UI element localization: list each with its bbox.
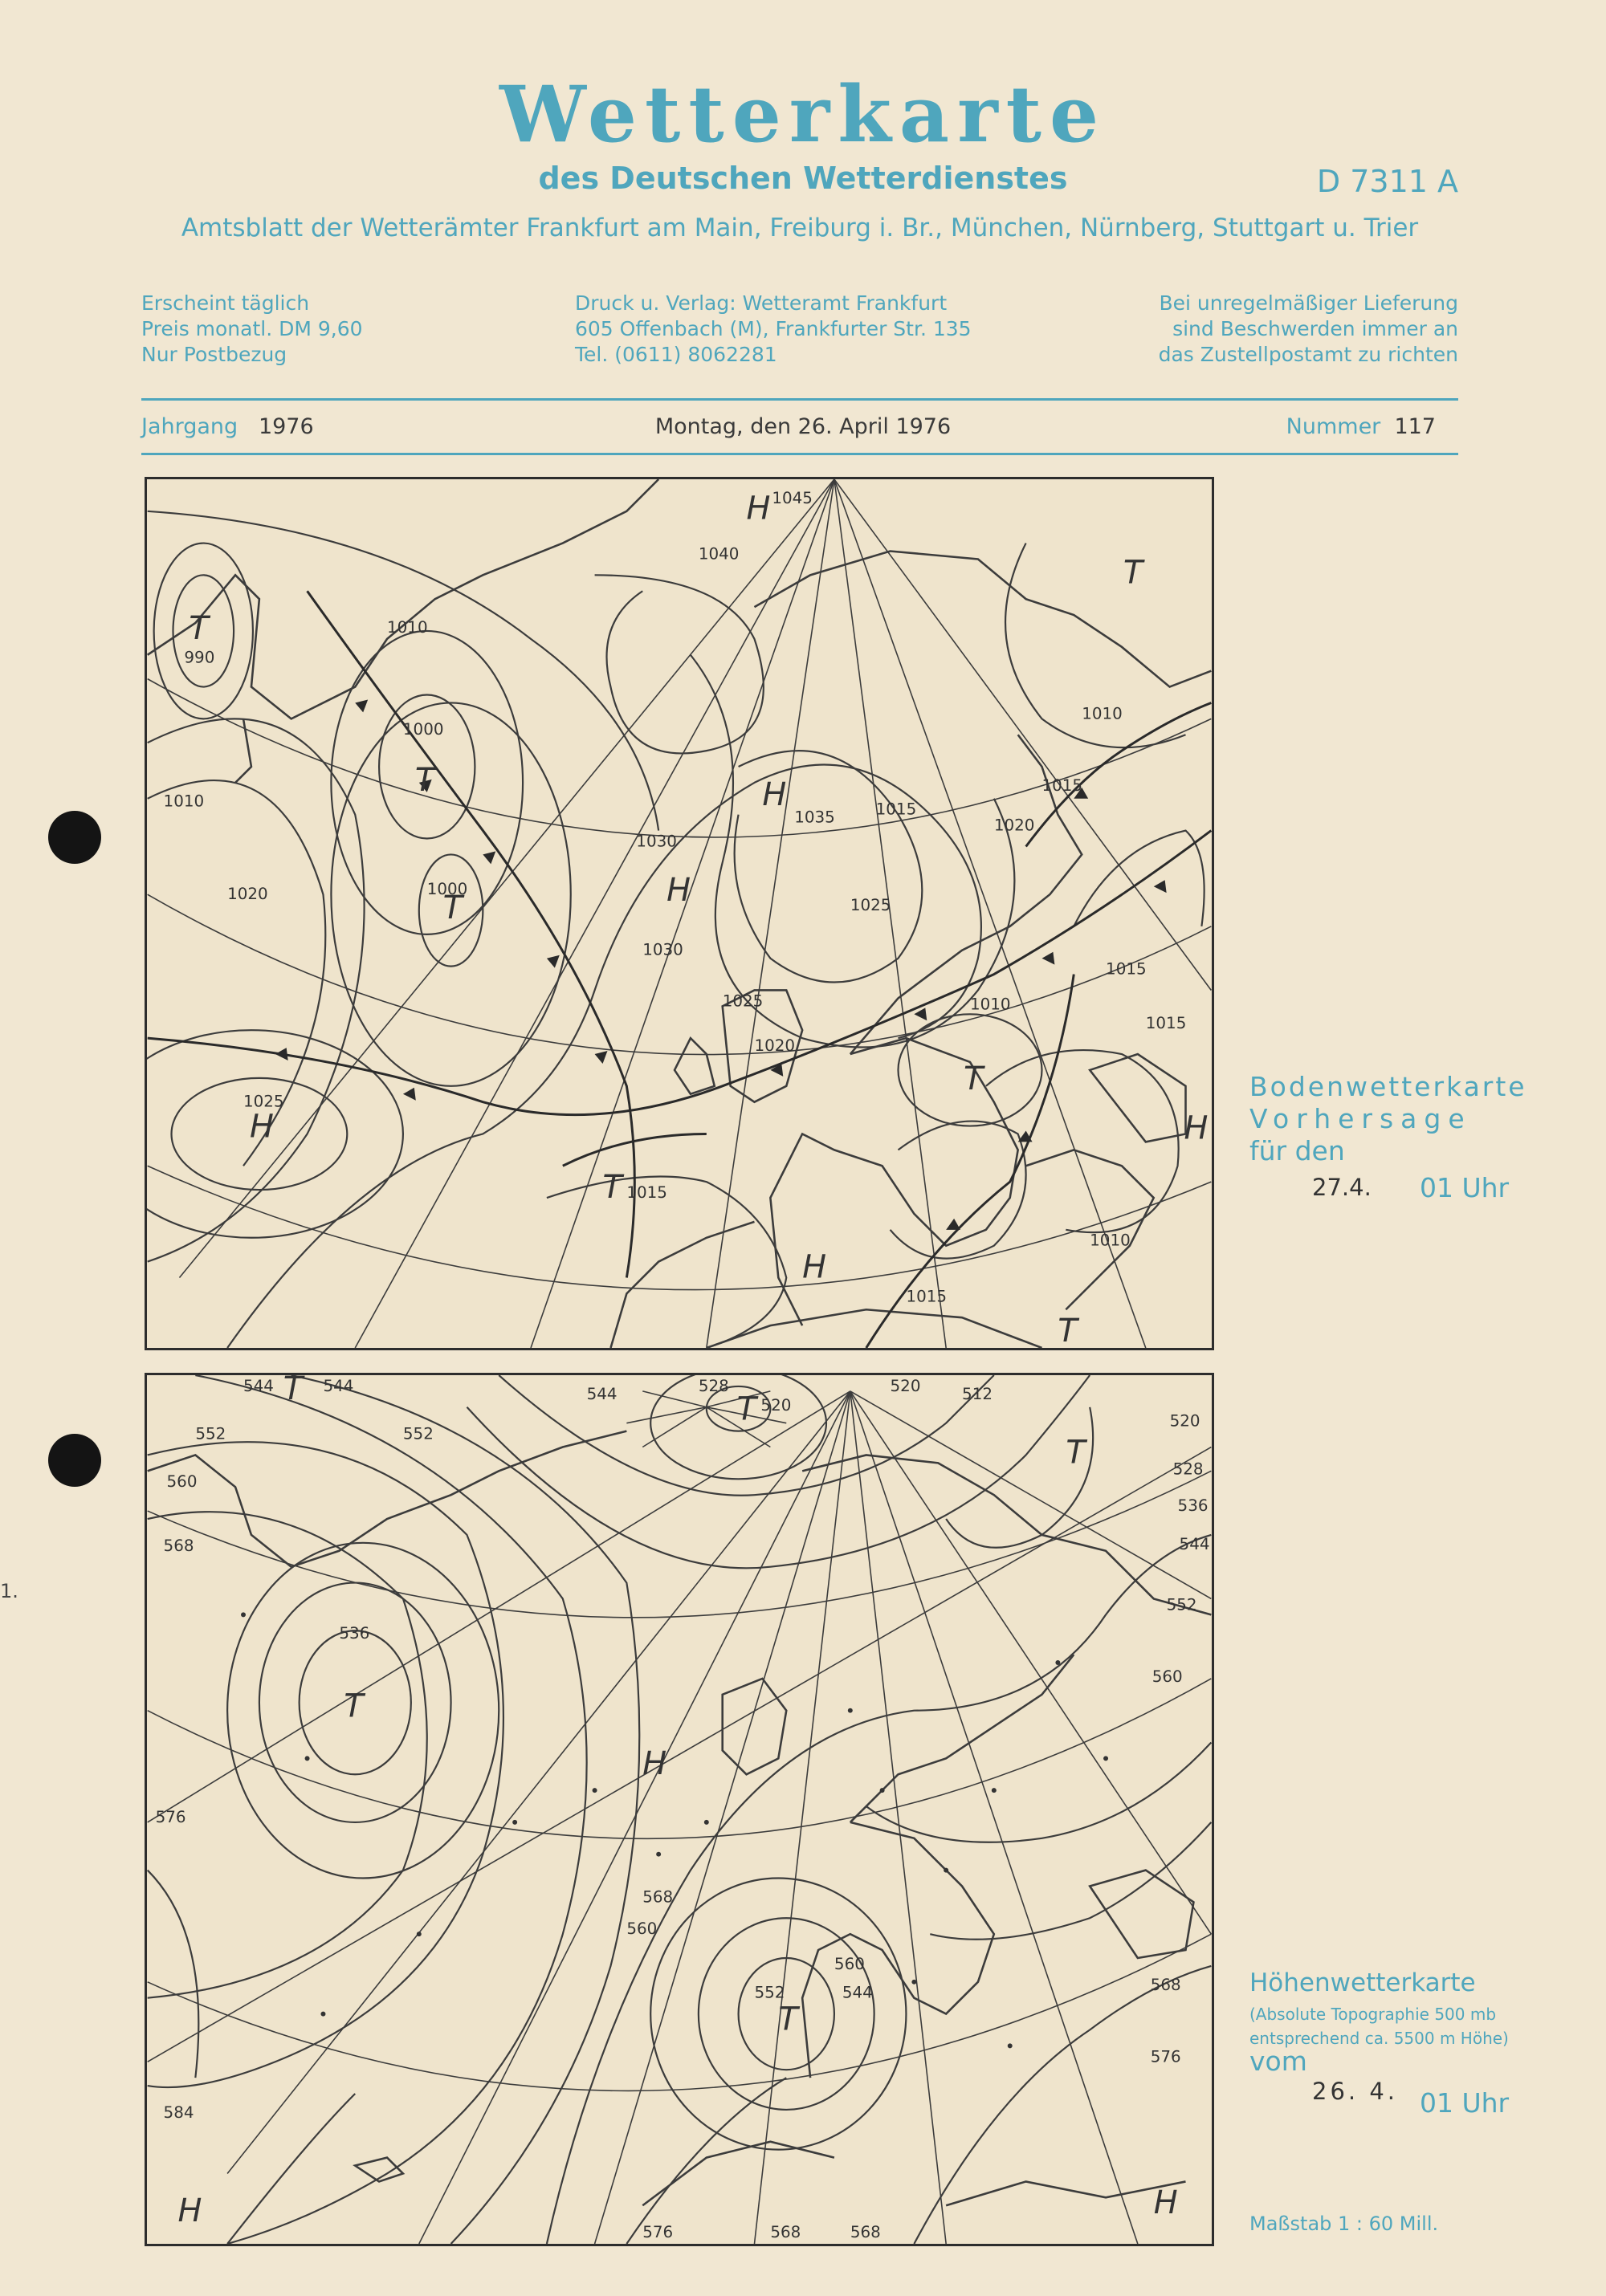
divider — [141, 453, 1458, 455]
isobar-label: 1020 — [993, 816, 1035, 835]
contour-label: 528 — [1172, 1459, 1204, 1479]
low-center: T — [344, 1687, 364, 1725]
low-center: T — [964, 1060, 984, 1097]
jahrgang-value: 1976 — [258, 414, 314, 439]
contour-label: 544 — [586, 1384, 618, 1403]
high-center: H — [1184, 1109, 1209, 1147]
contour-label: 560 — [626, 1919, 658, 1939]
contour-label: 560 — [1152, 1667, 1183, 1686]
contour-label: 552 — [1166, 1595, 1197, 1614]
punch-hole — [48, 1434, 101, 1487]
caption-line: entsprechend ca. 5500 m Höhe) — [1249, 2029, 1509, 2048]
isobar-label: 1025 — [722, 991, 764, 1011]
meridians — [148, 1391, 1212, 2244]
upper-map-svg — [147, 1375, 1212, 2244]
info-line: Erscheint täglich — [141, 291, 310, 315]
isobar-label: 1040 — [698, 544, 740, 564]
isobar-label: 1010 — [387, 617, 428, 637]
issue-date: Montag, den 26. April 1976 — [654, 414, 952, 439]
high-center: H — [1153, 2184, 1178, 2222]
isobar-label: 1010 — [1082, 704, 1123, 723]
high-center: H — [177, 2192, 202, 2230]
low-center: T — [442, 889, 463, 926]
center-pressure: 1030 — [642, 940, 683, 959]
surface-map-time: 01 Uhr — [1420, 1172, 1510, 1203]
meridians — [148, 479, 1212, 1348]
high-center: H — [746, 490, 771, 527]
contour-label: 576 — [1150, 2047, 1181, 2066]
isobar-label: 1025 — [850, 896, 891, 915]
contour-label: 528 — [698, 1376, 729, 1395]
contour-label: 568 — [1150, 1975, 1181, 1994]
info-line: 605 Offenbach (M), Frankfurter Str. 135 — [575, 317, 972, 340]
punch-hole — [48, 811, 101, 864]
map-scale: Maßstab 1 : 60 Mill. — [1249, 2213, 1439, 2235]
complaint-info — [1159, 291, 1458, 368]
contour-label: 520 — [1169, 1411, 1200, 1431]
document-code: D 7311 A — [1316, 164, 1458, 199]
contour-label: 552 — [402, 1424, 434, 1443]
isobar-label: 1020 — [754, 1036, 796, 1056]
low-center: T — [778, 2001, 798, 2038]
contour-label: 544 — [323, 1376, 354, 1395]
center-pressure: 1045 — [772, 488, 813, 507]
isobar-label: 1015 — [1041, 776, 1083, 795]
low-center: T — [283, 1375, 304, 1407]
front-symbols — [275, 699, 1167, 1229]
isobar-label: 1010 — [163, 792, 205, 811]
info-line: Tel. (0611) 8062281 — [575, 343, 777, 366]
info-line: Preis monatl. DM 9,60 — [141, 317, 363, 340]
contour-label: 560 — [834, 1954, 865, 1973]
jahrgang-label: Jahrgang — [141, 414, 238, 439]
low-center: T — [1123, 554, 1143, 592]
high-center: H — [666, 872, 691, 910]
info-line: Druck u. Verlag: Wetteramt Frankfurt — [575, 291, 948, 315]
contour-label: 520 — [890, 1376, 921, 1395]
low-center: T — [1066, 1434, 1086, 1472]
high-center: H — [762, 776, 787, 813]
contour-label: 568 — [850, 2223, 881, 2242]
surface-map-caption-for: für den — [1249, 1135, 1345, 1166]
contour-label: 512 — [962, 1384, 993, 1403]
contour-label: 544 — [842, 1983, 873, 2002]
high-center: H — [802, 1248, 827, 1286]
low-center: T — [602, 1169, 622, 1207]
fronts — [148, 591, 1212, 1348]
amtsblatt-line: Amtsblatt der Wetterämter Frankfurt am Main, Freiburg i. Br., München, Nürnberg, Stuttgart u. Trier — [181, 214, 1419, 242]
margin-mark: 1. — [0, 1580, 18, 1602]
contour-label: 552 — [195, 1424, 226, 1443]
info-line: sind Beschwerden immer an — [1172, 317, 1458, 340]
isobar-label: 1030 — [636, 832, 677, 851]
surface-map-caption-forecast: Vorhersage — [1249, 1103, 1472, 1134]
contour-label: 536 — [1177, 1496, 1209, 1516]
nummer-value: 117 — [1394, 414, 1436, 439]
surface-map-caption-title: Bodenwetterkarte — [1249, 1071, 1527, 1102]
info-line: Bei unregelmäßiger Lieferung — [1159, 291, 1458, 315]
masthead-subtitle: des Deutschen Wetterdienstes — [538, 161, 1068, 196]
low-center: T — [736, 1390, 756, 1428]
center-pressure: 1035 — [794, 808, 835, 827]
low-center: T — [1058, 1313, 1078, 1348]
contour-label: 584 — [163, 2103, 194, 2122]
info-line: das Zustellpostamt zu richten — [1158, 343, 1458, 366]
surface-forecast-map — [145, 477, 1214, 1350]
contour-label: 560 — [166, 1472, 198, 1492]
high-center: H — [642, 1745, 667, 1783]
center-pressure: 1000 — [426, 880, 468, 899]
center-pressure: 1025 — [243, 1092, 284, 1111]
low-center: T — [414, 761, 435, 799]
upper-map-caption-subtitle — [1249, 2002, 1539, 2050]
contour-label: 568 — [163, 1536, 194, 1555]
info-line: Nur Postbezug — [141, 343, 287, 366]
isobars — [147, 511, 1204, 1348]
divider — [141, 398, 1458, 401]
isobar-label: 1015 — [875, 800, 917, 819]
isobar-labels — [164, 544, 1187, 1305]
masthead-title: Wetterkarte — [499, 69, 1107, 160]
contour-label: 552 — [754, 1983, 785, 2002]
isobar-label: 1010 — [1090, 1231, 1131, 1250]
isobar-label: 1010 — [969, 995, 1011, 1014]
isobar-label: 1020 — [227, 885, 268, 904]
isobar-label: 1015 — [1106, 959, 1147, 979]
low-center: T — [189, 609, 209, 647]
contour-label: 536 — [339, 1624, 370, 1643]
isobar-label: 1015 — [1145, 1014, 1187, 1033]
upper-map-time: 01 Uhr — [1420, 2087, 1510, 2119]
contour-label: 544 — [243, 1376, 274, 1395]
issue-number — [1286, 414, 1436, 439]
publisher-info — [575, 291, 972, 368]
center-pressure: 1000 — [402, 720, 444, 739]
center-pressure: 990 — [184, 648, 215, 667]
upper-air-map — [145, 1373, 1214, 2246]
height-centers — [177, 1375, 1177, 2229]
upper-map-caption-title: Höhenwetterkarte — [1249, 1968, 1476, 1997]
coastlines — [148, 479, 1212, 1348]
contour-label: 576 — [642, 2223, 674, 2242]
contour-label: 568 — [770, 2223, 801, 2242]
isobar-label: 1015 — [626, 1183, 667, 1203]
nummer-label: Nummer — [1286, 414, 1381, 439]
contour-label: 568 — [642, 1887, 674, 1907]
surface-map-date: 27.4. — [1312, 1174, 1372, 1201]
caption-line: (Absolute Topographie 500 mb — [1249, 2005, 1497, 2024]
subscription-info — [141, 291, 363, 368]
contour-label: 520 — [760, 1395, 792, 1415]
upper-map-caption-from: vom — [1249, 2046, 1307, 2077]
contour-label: 576 — [155, 1807, 186, 1826]
surface-map-svg — [147, 479, 1212, 1348]
contour-label: 544 — [1179, 1534, 1210, 1553]
high-center: H — [249, 1108, 274, 1146]
isobar-label: 1015 — [906, 1287, 948, 1306]
upper-map-date: 26. 4. — [1312, 2078, 1399, 2105]
height-contours — [148, 1375, 1212, 2244]
